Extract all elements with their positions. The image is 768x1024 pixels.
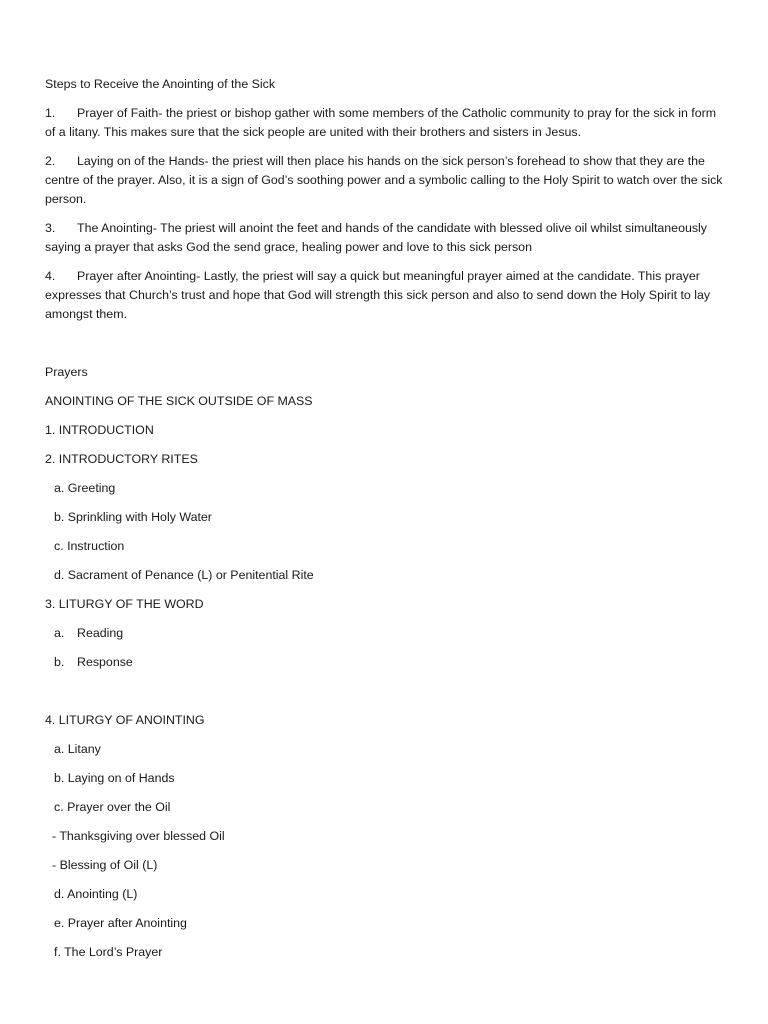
list-item: c. Instruction <box>54 539 125 553</box>
section-introduction: 1. INTRODUCTION <box>45 423 154 437</box>
step-text: Prayer after Anointing- Lastly, the priest will say a quick but meaningful prayer aimed at the candidate. This prayer expresses that Church’s trust and hope that God will strength this sick person and also to send down the Holy Spirit to lay amongst them. <box>45 269 711 321</box>
list-text: Response <box>77 655 133 669</box>
document-title: Steps to Receive the Anointing of the Sick <box>45 77 276 91</box>
list-item: - Thanksgiving over blessed Oil <box>52 829 225 843</box>
prayers-heading: Prayers <box>45 365 88 379</box>
spacer <box>45 334 725 363</box>
step-text: Prayer of Faith- the priest or bishop gather with some members of the Catholic community to pray for the sick in form of a litany. This makes sure that the sick people are united with their brothers and sisters in Jesus. <box>45 106 717 139</box>
list-item: d. Anointing (L) <box>54 887 138 901</box>
section-introductory-rites: 2. INTRODUCTORY RITES <box>45 452 198 466</box>
spacer <box>45 682 725 711</box>
step-number: 3. <box>45 221 56 235</box>
document-page <box>45 75 725 972</box>
list-item <box>45 624 725 643</box>
step-number: 4. <box>45 269 56 283</box>
list-item: b. Sprinkling with Holy Water <box>54 510 212 524</box>
list-item: a. Greeting <box>54 481 116 495</box>
step-text: The Anointing- The priest will anoint the feet and hands of the candidate with blessed olive oil whilst simultaneously saying a prayer that asks God the send grace, healing power and love to this sick person <box>45 221 707 254</box>
list-letter: b. <box>54 655 65 669</box>
section-liturgy-of-the-word: 3. LITURGY OF THE WORD <box>45 597 204 611</box>
list-item: d. Sacrament of Penance (L) or Penitential Rite <box>54 568 314 582</box>
list-item: f. The Lord’s Prayer <box>54 945 163 959</box>
list-item <box>45 653 725 672</box>
step-number: 1. <box>45 106 56 120</box>
step-text: Laying on of the Hands- the priest will then place his hands on the sick person’s forehead to show that they are the centre of the prayer. Also, it is a sign of God’s soothing power and a symbolic calling to the Holy Spirit to watch over the sick person. <box>45 154 723 206</box>
list-item: a. Litany <box>54 742 101 756</box>
rite-title: ANOINTING OF THE SICK OUTSIDE OF MASS <box>45 394 313 408</box>
list-item: e. Prayer after Anointing <box>54 916 187 930</box>
step-4 <box>45 267 725 324</box>
list-item: b. Laying on of Hands <box>54 771 175 785</box>
section-liturgy-of-anointing: 4. LITURGY OF ANOINTING <box>45 713 205 727</box>
step-number: 2. <box>45 154 56 168</box>
list-item: - Blessing of Oil (L) <box>52 858 158 872</box>
step-3 <box>45 219 725 257</box>
list-letter: a. <box>54 626 65 640</box>
step-2 <box>45 152 725 209</box>
list-text: Reading <box>77 626 124 640</box>
list-item: c. Prayer over the Oil <box>54 800 171 814</box>
step-1 <box>45 104 725 142</box>
